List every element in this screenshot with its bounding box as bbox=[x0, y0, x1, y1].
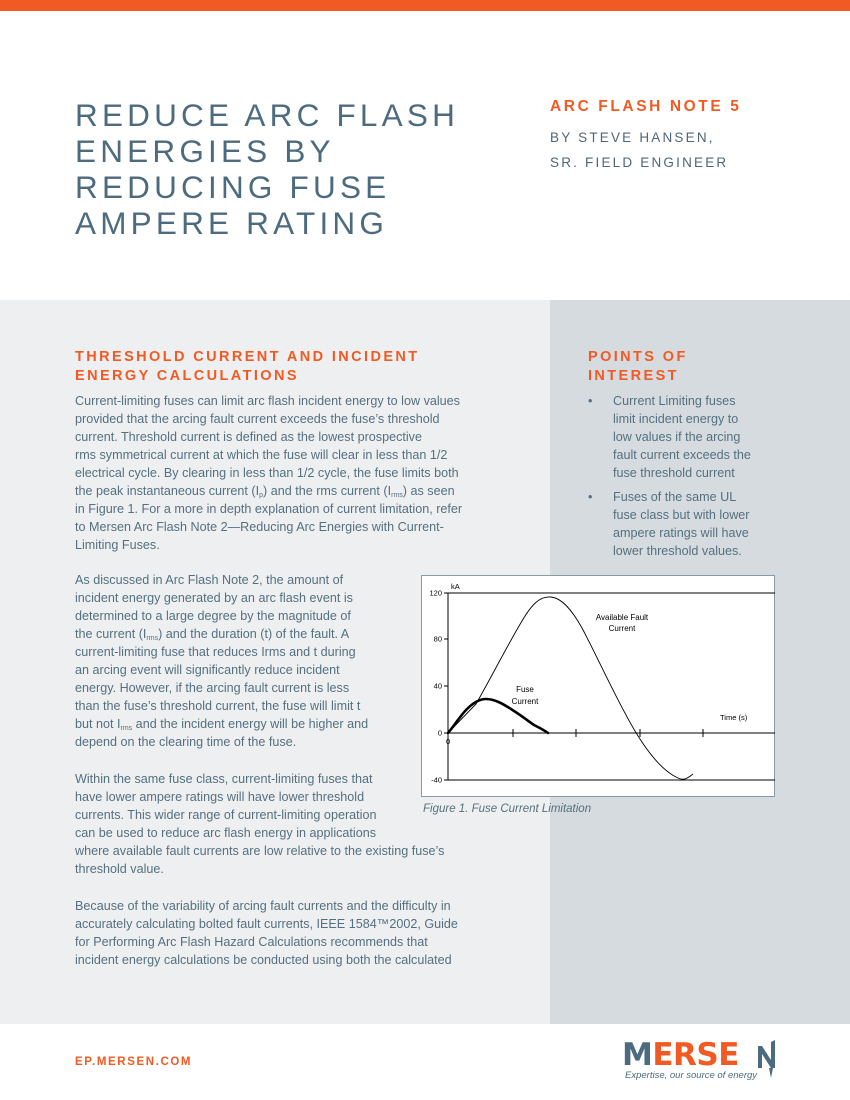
heading-line: POINTS OF bbox=[588, 349, 688, 365]
text-line: determined to a large degree by the magnitude of bbox=[75, 609, 351, 623]
fuse-current-chart bbox=[421, 575, 775, 797]
page-title bbox=[75, 97, 525, 241]
logo-letters: ERSE bbox=[652, 1037, 739, 1073]
text-fragment: the current (I bbox=[75, 627, 147, 641]
text-fragment: ) and the duration (t) of the fault. A bbox=[158, 627, 350, 641]
y-tick-label: -40 bbox=[431, 775, 442, 785]
text-line: fault current exceeds the bbox=[613, 448, 751, 462]
top-accent-bar bbox=[0, 0, 850, 11]
text-line: energy. However, if the arcing fault current is less bbox=[75, 681, 350, 695]
available-fault-current-curve bbox=[448, 597, 693, 779]
x-origin-label: 0 bbox=[446, 737, 451, 746]
text-line: fuse threshold current bbox=[613, 466, 735, 480]
text-line: limit incident energy to bbox=[613, 412, 739, 426]
text-line: Limiting Fuses. bbox=[75, 538, 160, 552]
paragraph-2 bbox=[75, 571, 368, 751]
available-fault-label: Available Fault bbox=[595, 613, 649, 622]
logo-wordmark bbox=[622, 1038, 739, 1072]
bullet-icon: • bbox=[588, 394, 593, 408]
text-line: low values if the arcing bbox=[613, 430, 741, 444]
text-line: in Figure 1. For a more in depth explanation of current limitation, refer bbox=[75, 502, 463, 516]
text-fragment: ) and the rms current (I bbox=[263, 484, 392, 498]
text-line: As discussed in Arc Flash Note 2, the amount of bbox=[75, 573, 344, 587]
text-line: depend on the clearing time of the fuse. bbox=[75, 735, 297, 749]
text-fragment: and the incident energy will be higher and bbox=[132, 717, 369, 731]
text-line: Fuses of the same UL bbox=[613, 490, 737, 504]
author-byline bbox=[550, 125, 728, 175]
text-line: provided that the arcing fault current exceeds the fuse’s threshold bbox=[75, 412, 440, 426]
text-line: lower threshold values. bbox=[613, 544, 742, 558]
text-line: than the fuse’s threshold current, the fuse will limit t bbox=[75, 699, 361, 713]
author-line: SR. FIELD ENGINEER bbox=[550, 155, 729, 170]
y-axis-unit: kA bbox=[451, 582, 460, 591]
section-heading-line: THRESHOLD CURRENT AND INCIDENT bbox=[75, 349, 420, 365]
text-line: incident energy generated by an arc flash event is bbox=[75, 591, 353, 605]
text-line: ampere ratings will have bbox=[613, 526, 749, 540]
fuse-current-label: Fuse bbox=[516, 685, 534, 694]
y-tick-label: 80 bbox=[433, 634, 442, 644]
text-fragment: the peak instantaneous current (I bbox=[75, 484, 260, 498]
subscript: rms bbox=[120, 725, 133, 732]
text-line: threshold value. bbox=[75, 862, 164, 876]
subscript: rms bbox=[391, 492, 403, 499]
text-line: Within the same fuse class, current-limiting fuses that bbox=[75, 772, 373, 786]
logo-letter: M bbox=[622, 1037, 653, 1073]
x-axis-label: Time (s) bbox=[720, 713, 748, 722]
text-line bbox=[75, 625, 368, 643]
footer-website-link[interactable]: EP.MERSEN.COM bbox=[75, 1056, 193, 1068]
text-line: incident energy calculations be conducted using both the calculated bbox=[75, 953, 452, 967]
text-fragment: but not I bbox=[75, 717, 121, 731]
section-heading-line: ENERGY CALCULATIONS bbox=[75, 368, 299, 384]
text-line: Current-limiting fuses can limit arc flash incident energy to low values bbox=[75, 394, 460, 408]
text-line: fuse class but with lower bbox=[613, 508, 750, 522]
subscript: p bbox=[259, 492, 264, 499]
paragraph-1 bbox=[75, 392, 462, 554]
text-line: currents. This wider range of current-limiting operation bbox=[75, 808, 377, 822]
text-line: Because of the variability of arcing fault currents and the difficulty in bbox=[75, 899, 451, 913]
text-line bbox=[75, 482, 462, 500]
title-line: ENERGIES BY bbox=[75, 133, 335, 169]
y-tick-labels bbox=[429, 582, 747, 785]
text-line: rms symmetrical current at which the fuse will clear in less than 1/2 bbox=[75, 448, 448, 462]
paragraph-3 bbox=[75, 770, 444, 878]
heading-line: INTEREST bbox=[588, 368, 679, 384]
points-of-interest-heading bbox=[588, 348, 688, 386]
list-item bbox=[588, 488, 808, 560]
note-label: ARC FLASH NOTE 5 bbox=[550, 98, 742, 115]
y-tick-label: 0 bbox=[437, 728, 442, 738]
y-tick-label: 40 bbox=[433, 681, 442, 691]
text-line: have lower ampere ratings will have lower threshold bbox=[75, 790, 365, 804]
title-line: REDUCING FUSE bbox=[75, 169, 391, 205]
text-line: electrical cycle. By clearing in less than 1/2 cycle, the fuse limits both bbox=[75, 466, 459, 480]
y-tick-label: 120 bbox=[429, 588, 442, 598]
section-heading bbox=[75, 348, 515, 386]
logo-n-mark-icon bbox=[756, 1038, 778, 1078]
text-line: current-limiting fuse that reduces Irms and t during bbox=[75, 645, 356, 659]
logo-tagline: Expertise, our source of energy bbox=[625, 1070, 758, 1081]
text-line: an arcing event will significantly reduce incident bbox=[75, 663, 340, 677]
author-line: BY STEVE HANSEN, bbox=[550, 130, 715, 145]
title-line: REDUCE ARC FLASH bbox=[75, 97, 460, 133]
text-line: accurately calculating bolted fault currents, IEEE 1584™2002, Guide bbox=[75, 917, 458, 931]
list-item bbox=[588, 392, 808, 482]
fuse-current-label: Current bbox=[511, 697, 539, 706]
text-line: for Performing Arc Flash Hazard Calculations recommends that bbox=[75, 935, 428, 949]
paragraph-4 bbox=[75, 897, 458, 969]
text-line bbox=[75, 715, 368, 733]
title-line: AMPERE RATING bbox=[75, 205, 389, 241]
text-line: can be used to reduce arc flash energy in applications bbox=[75, 826, 377, 840]
subscript: rms bbox=[146, 635, 159, 642]
available-fault-label: Current bbox=[608, 624, 636, 633]
text-line: Current Limiting fuses bbox=[613, 394, 736, 408]
text-line: to Mersen Arc Flash Note 2—Reducing Arc Energies with Current- bbox=[75, 520, 444, 534]
bullet-icon: • bbox=[588, 490, 593, 504]
text-fragment: ) as seen bbox=[402, 484, 455, 498]
points-of-interest-list bbox=[588, 392, 808, 566]
text-line: current. Threshold current is defined as the lowest prospective bbox=[75, 430, 422, 444]
text-line: where available fault currents are low relative to the existing fuse’s bbox=[75, 844, 445, 858]
figure-caption: Figure 1. Fuse Current Limitation bbox=[423, 803, 592, 815]
mersen-logo bbox=[622, 1038, 782, 1088]
